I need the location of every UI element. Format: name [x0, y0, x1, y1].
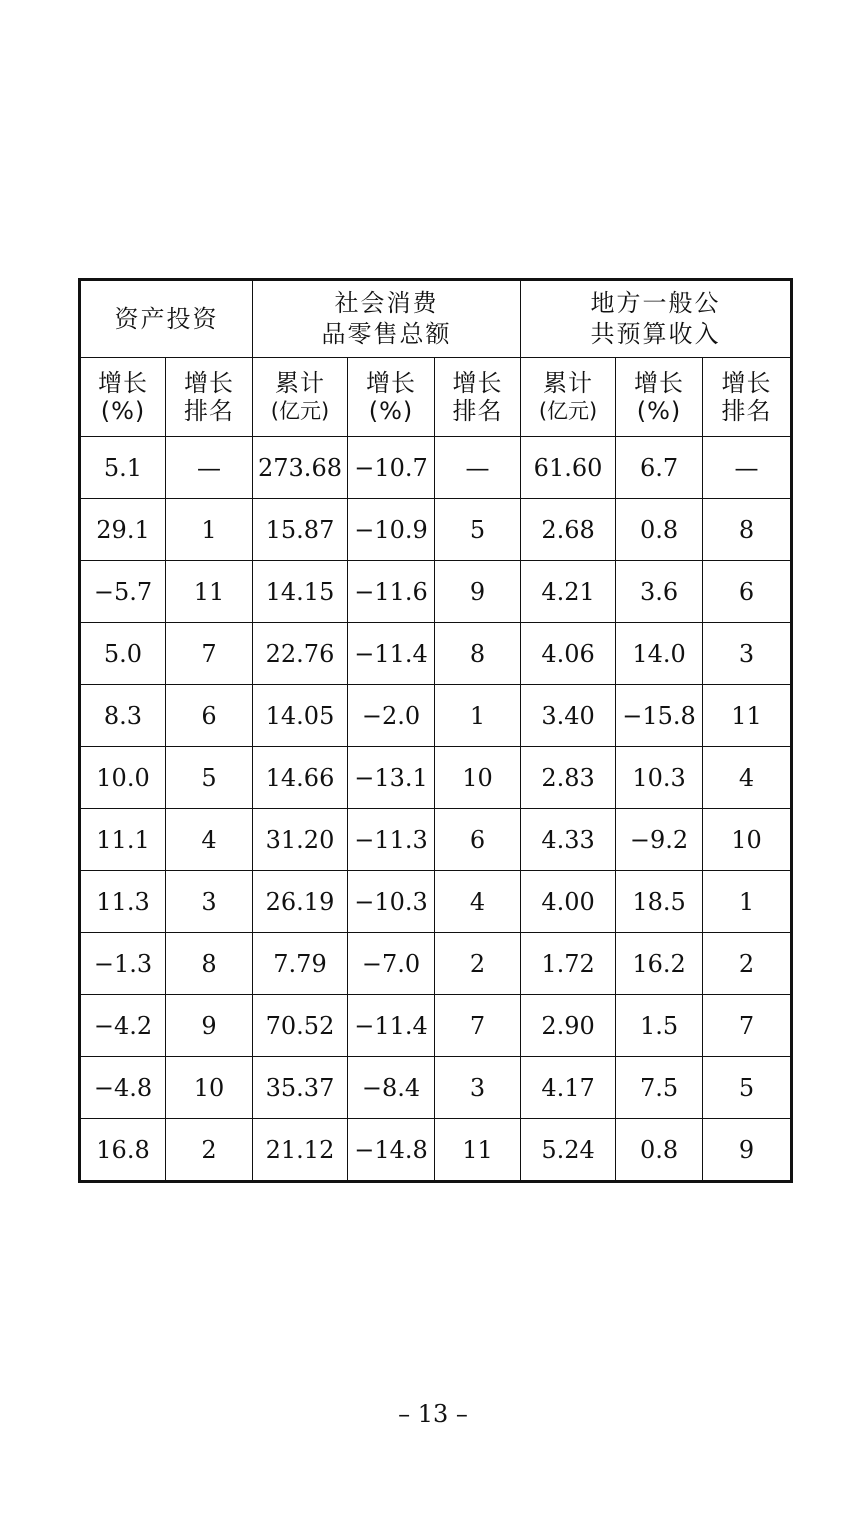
table-cell: 35.37 — [253, 1057, 348, 1119]
sub-header-line: 增长 — [184, 369, 234, 397]
table-cell: 7 — [703, 995, 792, 1057]
table-cell: 2 — [435, 933, 521, 995]
table-cell: — — [435, 437, 521, 499]
table-cell: 9 — [703, 1119, 792, 1182]
sub-header-cell — [253, 358, 348, 437]
table-cell: 31.20 — [253, 809, 348, 871]
table-cell: 273.68 — [253, 437, 348, 499]
table-cell: 3 — [166, 871, 253, 933]
table-cell: 1 — [166, 499, 253, 561]
table-cell: 8.3 — [80, 685, 166, 747]
table-cell: 3.40 — [521, 685, 616, 747]
group-header-line: 资产投资 — [114, 304, 219, 333]
table-cell: 6 — [166, 685, 253, 747]
table-cell: 2.90 — [521, 995, 616, 1057]
sub-header-line: 累计 — [275, 369, 325, 397]
table-cell: −11.3 — [348, 809, 435, 871]
sub-header-cell — [703, 358, 792, 437]
table-cell: 14.66 — [253, 747, 348, 809]
table-cell: −9.2 — [616, 809, 703, 871]
table-cell: — — [703, 437, 792, 499]
table-cell: 16.2 — [616, 933, 703, 995]
group-header-row — [80, 280, 792, 358]
table-cell: 4.00 — [521, 871, 616, 933]
table-cell: 5.24 — [521, 1119, 616, 1182]
sub-header-line: 增长 — [98, 369, 148, 397]
table-cell: 4.21 — [521, 561, 616, 623]
table-cell: 7.79 — [253, 933, 348, 995]
table-row — [80, 995, 792, 1057]
table-cell: 8 — [166, 933, 253, 995]
table-cell: −11.6 — [348, 561, 435, 623]
sub-header-line: 增长 — [634, 369, 685, 397]
table-cell: −8.4 — [348, 1057, 435, 1119]
group-header-budget-revenue — [521, 280, 792, 358]
table-cell: 10 — [435, 747, 521, 809]
table-cell: −11.4 — [348, 995, 435, 1057]
table-cell: 5 — [166, 747, 253, 809]
table-row — [80, 685, 792, 747]
table-cell: 8 — [435, 623, 521, 685]
table-cell: 11 — [166, 561, 253, 623]
group-header-line: 社会消费 — [334, 289, 439, 317]
table-cell: 9 — [435, 561, 521, 623]
table-cell: 10.3 — [616, 747, 703, 809]
table-cell: 8 — [703, 499, 792, 561]
table-cell: 16.8 — [80, 1119, 166, 1182]
table-cell: 26.19 — [253, 871, 348, 933]
table-cell: 1.5 — [616, 995, 703, 1057]
table-cell: −4.8 — [80, 1057, 166, 1119]
table-cell: −5.7 — [80, 561, 166, 623]
sub-header-cell — [521, 358, 616, 437]
table-cell: — — [166, 437, 253, 499]
table-cell: 11.3 — [80, 871, 166, 933]
table-cell: 11 — [435, 1119, 521, 1182]
table-cell: 7 — [435, 995, 521, 1057]
table-cell: 14.05 — [253, 685, 348, 747]
table-cell: 6 — [435, 809, 521, 871]
table-cell: 10 — [166, 1057, 253, 1119]
sub-header-cell — [435, 358, 521, 437]
table-cell: 3 — [435, 1057, 521, 1119]
table-cell: 10.0 — [80, 747, 166, 809]
sub-header-cell — [616, 358, 703, 437]
sub-header-line: (%) — [368, 397, 414, 425]
sub-header-line: (%) — [100, 397, 146, 425]
group-header-line: 共预算收入 — [590, 320, 721, 348]
table-cell: 3 — [703, 623, 792, 685]
table-cell: 14.0 — [616, 623, 703, 685]
table-cell: 2 — [166, 1119, 253, 1182]
table-cell: 29.1 — [80, 499, 166, 561]
table-cell: −4.2 — [80, 995, 166, 1057]
table-row — [80, 809, 792, 871]
table-cell: 9 — [166, 995, 253, 1057]
table-cell: 6 — [703, 561, 792, 623]
table-cell: 0.8 — [616, 499, 703, 561]
table-cell: 1.72 — [521, 933, 616, 995]
table-cell: 2.83 — [521, 747, 616, 809]
table-cell: 22.76 — [253, 623, 348, 685]
group-header-fixed-asset-investment — [80, 280, 253, 358]
sub-header-line: (亿元) — [538, 399, 598, 423]
sub-header-row — [80, 358, 792, 437]
group-header-line: 地方一般公 — [590, 289, 721, 317]
sub-header-line: (%) — [636, 397, 682, 425]
page-number: – 13 – — [398, 1400, 468, 1428]
table-cell: −1.3 — [80, 933, 166, 995]
table-cell: 10 — [703, 809, 792, 871]
table-cell: −10.3 — [348, 871, 435, 933]
table-cell: −15.8 — [616, 685, 703, 747]
table-row — [80, 1119, 792, 1182]
table-cell: 3.6 — [616, 561, 703, 623]
table-cell: 5.0 — [80, 623, 166, 685]
table-row — [80, 437, 792, 499]
table-cell: 70.52 — [253, 995, 348, 1057]
table-cell: 5 — [703, 1057, 792, 1119]
table-cell: 14.15 — [253, 561, 348, 623]
table-row — [80, 871, 792, 933]
sub-header-cell — [348, 358, 435, 437]
table-cell: 4 — [703, 747, 792, 809]
table-cell: 0.8 — [616, 1119, 703, 1182]
sub-header-line: 排名 — [184, 397, 234, 425]
group-header-line: 品零售总额 — [321, 320, 452, 348]
table-cell: 2.68 — [521, 499, 616, 561]
table-cell: −11.4 — [348, 623, 435, 685]
table-cell: 7 — [166, 623, 253, 685]
sub-header-line: 排名 — [452, 397, 503, 425]
table-cell: 7.5 — [616, 1057, 703, 1119]
sub-header-cell — [166, 358, 253, 437]
table-row — [80, 1057, 792, 1119]
table-cell: 18.5 — [616, 871, 703, 933]
table-cell: 5.1 — [80, 437, 166, 499]
table-cell: −7.0 — [348, 933, 435, 995]
table-cell: −2.0 — [348, 685, 435, 747]
table-row — [80, 933, 792, 995]
table-cell: 4.06 — [521, 623, 616, 685]
table-cell: 5 — [435, 499, 521, 561]
table-cell: 21.12 — [253, 1119, 348, 1182]
sub-header-cell — [80, 358, 166, 437]
group-header-retail-sales — [253, 280, 521, 358]
sub-header-line: 增长 — [366, 369, 416, 397]
table-cell: 1 — [435, 685, 521, 747]
sub-header-line: 增长 — [452, 369, 503, 397]
table-cell: −10.9 — [348, 499, 435, 561]
table-cell: −10.7 — [348, 437, 435, 499]
table-cell: −14.8 — [348, 1119, 435, 1182]
table-row — [80, 499, 792, 561]
table-cell: 4 — [166, 809, 253, 871]
table-cell: −13.1 — [348, 747, 435, 809]
table-row — [80, 623, 792, 685]
table-cell: 6.7 — [616, 437, 703, 499]
table-cell: 2 — [703, 933, 792, 995]
sub-header-line: (亿元) — [270, 399, 330, 423]
table-cell: 61.60 — [521, 437, 616, 499]
table-cell: 4.33 — [521, 809, 616, 871]
table-cell: 11 — [703, 685, 792, 747]
table-cell: 4 — [435, 871, 521, 933]
table-cell: 1 — [703, 871, 792, 933]
table-cell: 15.87 — [253, 499, 348, 561]
sub-header-line: 累计 — [543, 369, 594, 397]
table-cell: 4.17 — [521, 1057, 616, 1119]
sub-header-line: 排名 — [721, 397, 772, 425]
table-cell: 11.1 — [80, 809, 166, 871]
sub-header-line: 增长 — [721, 369, 772, 397]
table-row — [80, 747, 792, 809]
table-row — [80, 561, 792, 623]
economic-indicators-table — [78, 278, 793, 1183]
